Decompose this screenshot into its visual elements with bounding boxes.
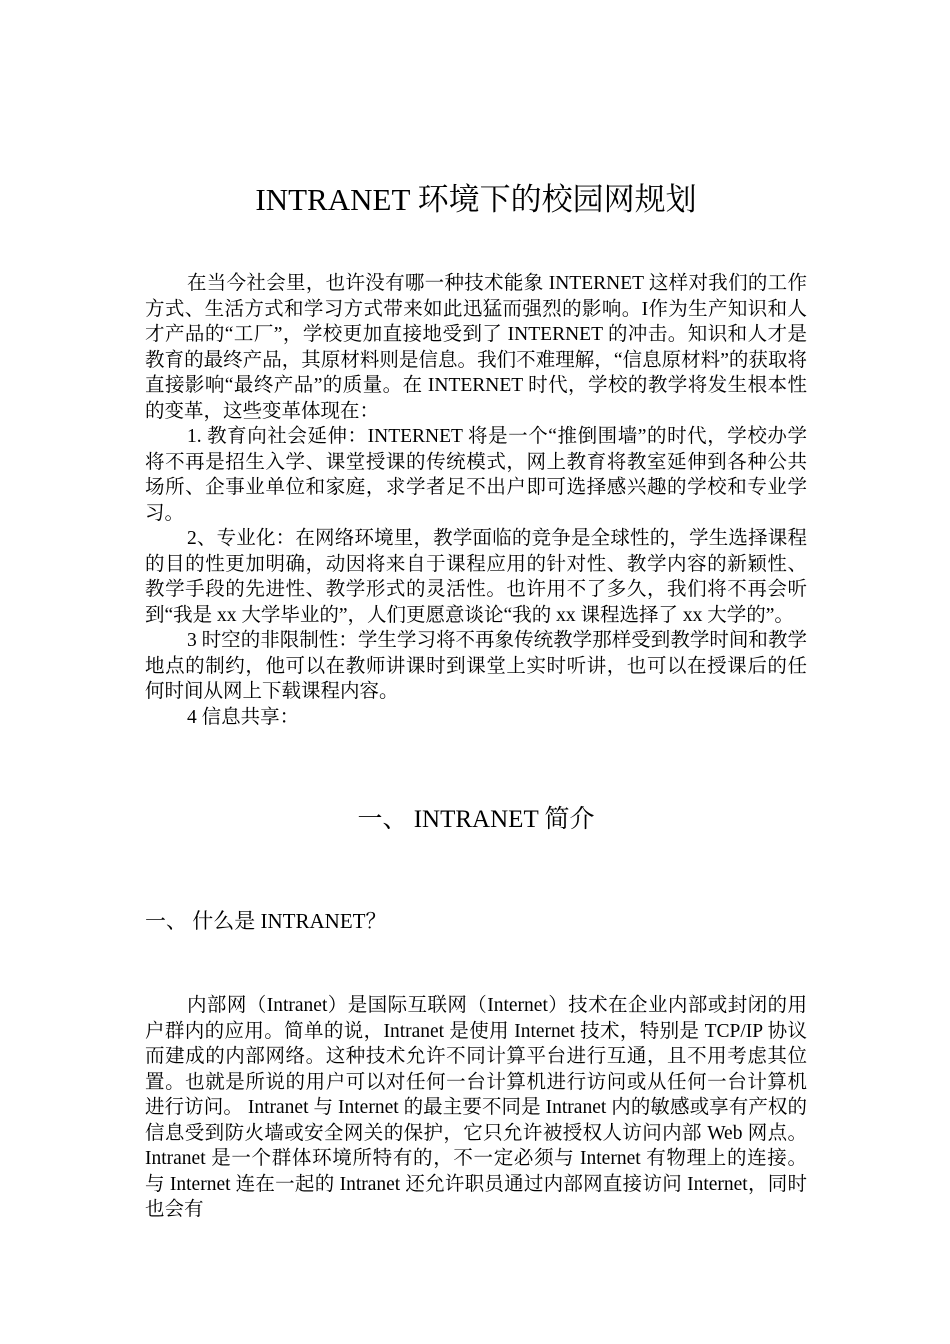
document-title: INTRANET 环境下的校园网规划 bbox=[255, 182, 697, 217]
list-item-info-sharing: 4 信息共享： bbox=[187, 706, 300, 728]
subheading: 一、 什么是 INTRANET？ bbox=[145, 909, 387, 933]
intro-section bbox=[145, 271, 807, 730]
list-item-time-space: 3 时空的非限制性：学生学习将不再象传统教学那样受到教学时间和教学地点的制约，他可以在教师讲课时到课堂上实时听讲，也可以在授课后的任何时间从网上下载课程内容。 bbox=[145, 630, 807, 702]
section-heading: 一、 INTRANET 简介 bbox=[357, 806, 595, 833]
intranet-definition-section bbox=[145, 993, 807, 1223]
list-item-specialization: 2、专业化：在网络环境里，教学面临的竞争是全球性的，学生选择课程的目的性更加明确，动因将来自于课程应用的针对性、教学内容的新颖性、教学手段的先进性、教学形式的灵活性。也许用不了多久，我们将不再会听到“我是 xx 大学毕业的”，人们更愿意谈论“我的 xx 课程选择了 xx 大学的”。 bbox=[145, 528, 807, 626]
list-item-extension: 1. 教育向社会延伸：INTERNET 将是一个“推倒围墙”的时代，学校办学将不再是招生入学、课堂授课的传统模式，网上教育将教室延伸到各种公共场所、企事业单位和家庭，求学者足不出户即可选择感兴趣的学校和专业学习。 bbox=[145, 426, 807, 524]
intro-paragraph: 在当今社会里，也许没有哪一种技术能象 INTERNET 这样对我们的工作方式、生活方式和学习方式带来如此迅猛而强烈的影响。I作为生产知识和人才产品的“工厂”，学校更加直接地受到了 INTERNET 的冲击。知识和人才是教育的最终产品，其原材料则是信息。我们不难理解，“信息原材料”的获取将直接影响“最终产品”的质量。在 INTERNET 时代，学校的教学将发生根本性的变革，这些变革体现在： bbox=[145, 273, 807, 422]
definition-paragraph: 内部网（Intranet）是国际互联网（Internet）技术在企业内部或封闭的用户群内的应用。简单的说，Intranet 是使用 Internet 技术，特别是 TCP/IP 协议而建成的内部网络。这种技术允许不同计算平台进行互通，且不用考虑其位置。也就是所说的用户可以对任何一台计算机进行访问或从任何一台计算机进行访问。 Intranet 与 Internet 的最主要不同是 Intranet 内的敏感或享有产权的信息受到防火墙或安全网关的保护，它只允许被授权人访问内部 Web 网点。Intranet 是一个群体环境所特有的，不一定必须与 Internet 有物理上的连接。与 Internet 连在一起的 Intranet 还允许职员通过内部网直接访问 Internet，同时也会有 bbox=[145, 995, 807, 1220]
